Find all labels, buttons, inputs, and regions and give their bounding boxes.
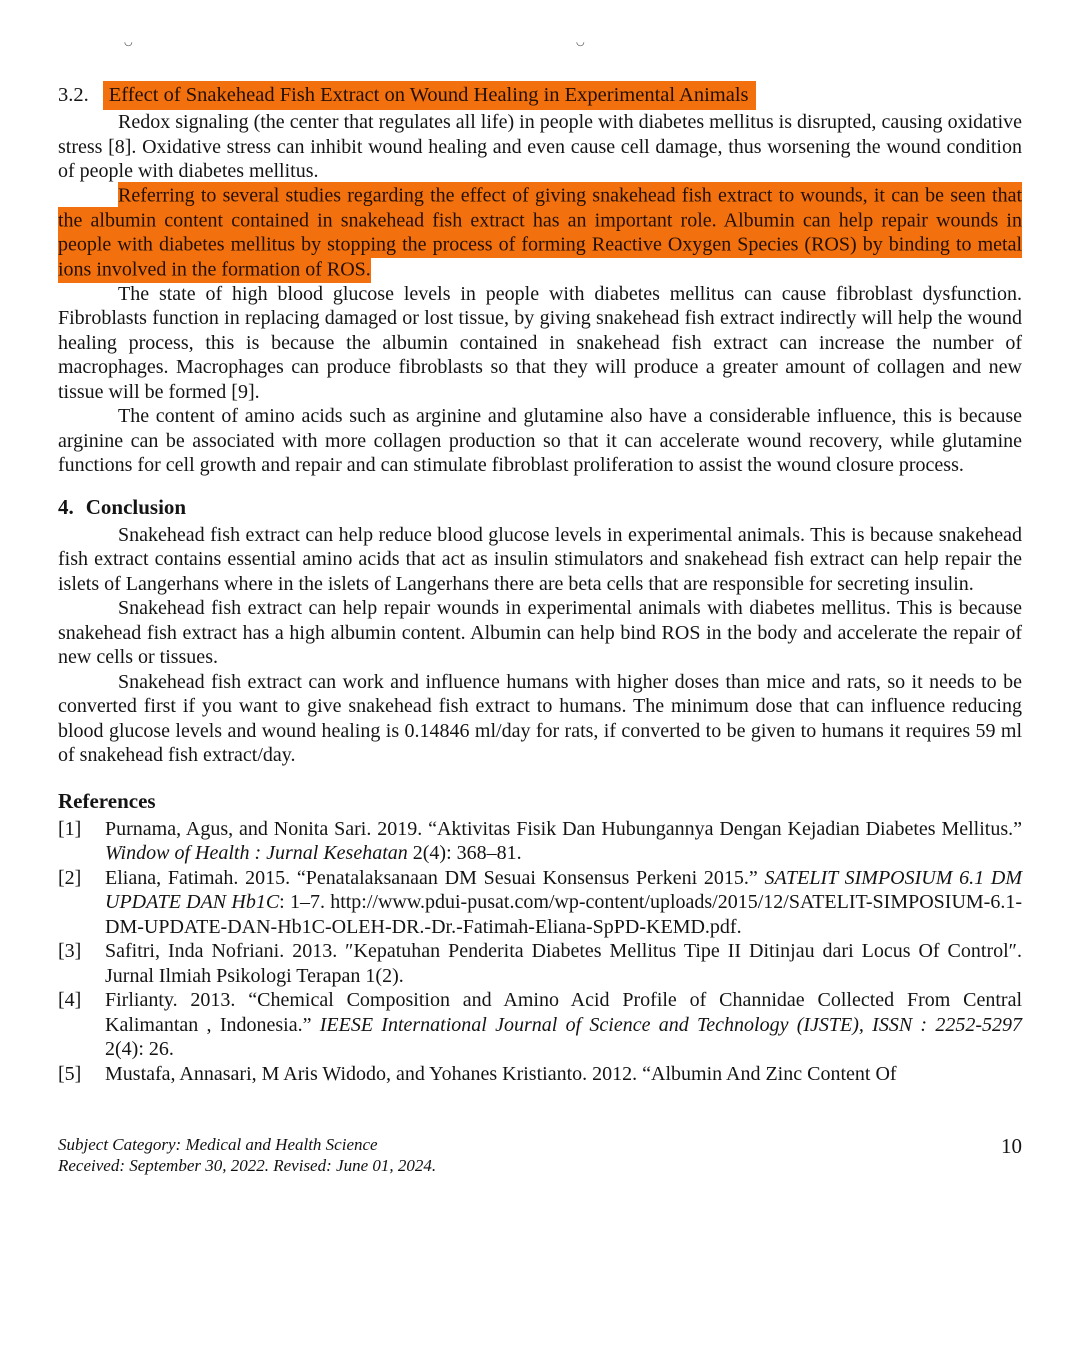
section-4-title: Conclusion <box>85 494 187 519</box>
references-list <box>58 817 1022 1087</box>
reference-item <box>58 988 1022 1062</box>
reference-text: Safitri, Inda Nofriani. 2013. ″Kepatuhan Penderita Diabetes Mellitus Tipe II Ditinjau dari Locus Of Control″. Jurnal Ilmiah Psikologi Terapan 1(2). <box>105 940 1022 987</box>
reference-item <box>58 939 1022 988</box>
reference-text: Purnama, Agus, and Nonita Sari. 2019. “Aktivitas Fisik Dan Hubungannya Dengan Kejadian Diabetes Mellitus.” Window of Health : Jurnal Kesehatan 2(4): 368–81. <box>105 817 1022 864</box>
highlighted-text: Referring to several studies regarding the effect of giving snakehead fish extract to wounds, it can be seen that the albumin content contained in snakehead fish extract has an important role. Albumin can help repair wounds in people with diabetes mellitus by stopping the process of forming Reactive Oxygen Species (ROS) by binding to metal ions involved in the formation of ROS. <box>58 182 1022 283</box>
reference-number: [2] <box>58 866 82 889</box>
received-revised-line: Received: September 30, 2022. Revised: June 01, 2024. <box>58 1156 437 1175</box>
section-3-2-title-highlighted: Effect of Snakehead Fish Extract on Wound Healing in Experimental Animals <box>103 81 756 110</box>
conclusion-paragraph-3: Snakehead fish extract can work and influence humans with higher doses than mice and rats, so it needs to be converted first if you want to give snakehead fish extract to humans. The minimum dose that can influence reducing blood glucose levels and wound healing is 0.14846 ml/day for rats, if converted to be given to humans it requires 59 ml of snakehead fish extract/day. <box>58 670 1022 766</box>
reference-text: Firlianty. 2013. “Chemical Composition and Amino Acid Profile of Channidae Collected From Central Kalimantan , Indonesia.” IEESE International Journal of Science and Technology (IJSTE), ISSN : 2252-5297 2(4): 26. <box>105 989 1023 1060</box>
reference-number: [5] <box>58 1062 82 1085</box>
footer-meta <box>58 1134 436 1176</box>
references-heading: References <box>58 788 156 813</box>
reference-number: [1] <box>58 817 82 840</box>
conclusion-paragraph-1: Snakehead fish extract can help reduce blood glucose levels in experimental animals. This is because snakehead fish extract contains essential amino acids that act as insulin stimulators and snakehead fish extract can help repair the islets of Langerhans where in the islets of Langerhans there are beta cells that are responsible for secreting insulin. <box>58 523 1022 595</box>
page-footer <box>58 1134 1022 1176</box>
paragraph-redox-signaling: Redox signaling (the center that regulates all life) in people with diabetes mellitus is disrupted, causing oxidative stress [8]. Oxidative stress can inhibit wound healing and even cause cell damage, thus worsening the wound condition of people with diabetes mellitus. <box>58 111 1022 182</box>
reference-text: Eliana, Fatimah. 2015. “Penatalaksanaan DM Sesuai Konsensus Perkeni 2015.” SATELIT SIMPOSIUM 6.1 DM UPDATE DAN Hb1C: 1–7. http://www.pdui-pusat.com/wp-content/uploads/2015/12/SATELIT-SIMPOSIUM-6.1-DM-UPDATE-DAN-Hb1C-OLEH-DR.-Dr.-Fatimah-Eliana-SpPD-KEMD.pdf. <box>105 866 1023 938</box>
reference-text: Mustafa, Annasari, M Aris Widodo, and Yohanes Kristianto. 2012. “Albumin And Zinc Content Of <box>105 1062 897 1085</box>
paragraph-highlighted-albumin <box>58 184 1022 282</box>
section-4-number: 4. <box>58 494 74 519</box>
paragraph-amino-acids: The content of amino acids such as arginine and glutamine also have a considerable influence, this is because arginine can be associated with more collagen production so that it can accelerate wound recovery, while glutamine functions for cell growth and repair and can stimulate fibroblast proliferation to assist the wound closure process. <box>58 405 1022 476</box>
section-3-2-number: 3.2. <box>58 84 89 106</box>
section-4-heading <box>58 494 1022 521</box>
reference-item <box>58 866 1022 940</box>
reference-number: [3] <box>58 940 82 962</box>
subject-category-line: Subject Category: Medical and Health Science <box>58 1135 378 1154</box>
conclusion-paragraph-2: Snakehead fish extract can help repair wounds in experimental animals with diabetes mellitus. This is because snakehead fish extract has a high albumin content. Albumin can help bind ROS in the body and accelerate the repair of new cells or tissues. <box>58 597 1022 668</box>
page-number: 10 <box>1001 1134 1022 1158</box>
reference-number: [4] <box>58 989 82 1011</box>
section-3-2-heading <box>58 82 1022 109</box>
cutoff-text-fragment: ◡ <box>124 37 133 48</box>
reference-item <box>58 817 1022 866</box>
paragraph-fibroblast: The state of high blood glucose levels in people with diabetes mellitus can cause fibroblast dysfunction. Fibroblasts function in replacing damaged or lost tissue, by giving snakehead fish extract indirectly will help the wound healing process, this is because the albumin contained in snakehead fish extract can increase the number of macrophages. Macrophages can produce fibroblasts so that they will produce a greater amount of collagen and new tissue will be formed [9]. <box>58 282 1022 403</box>
reference-item <box>58 1062 1022 1087</box>
cutoff-text-fragment: ◡ <box>576 37 585 48</box>
